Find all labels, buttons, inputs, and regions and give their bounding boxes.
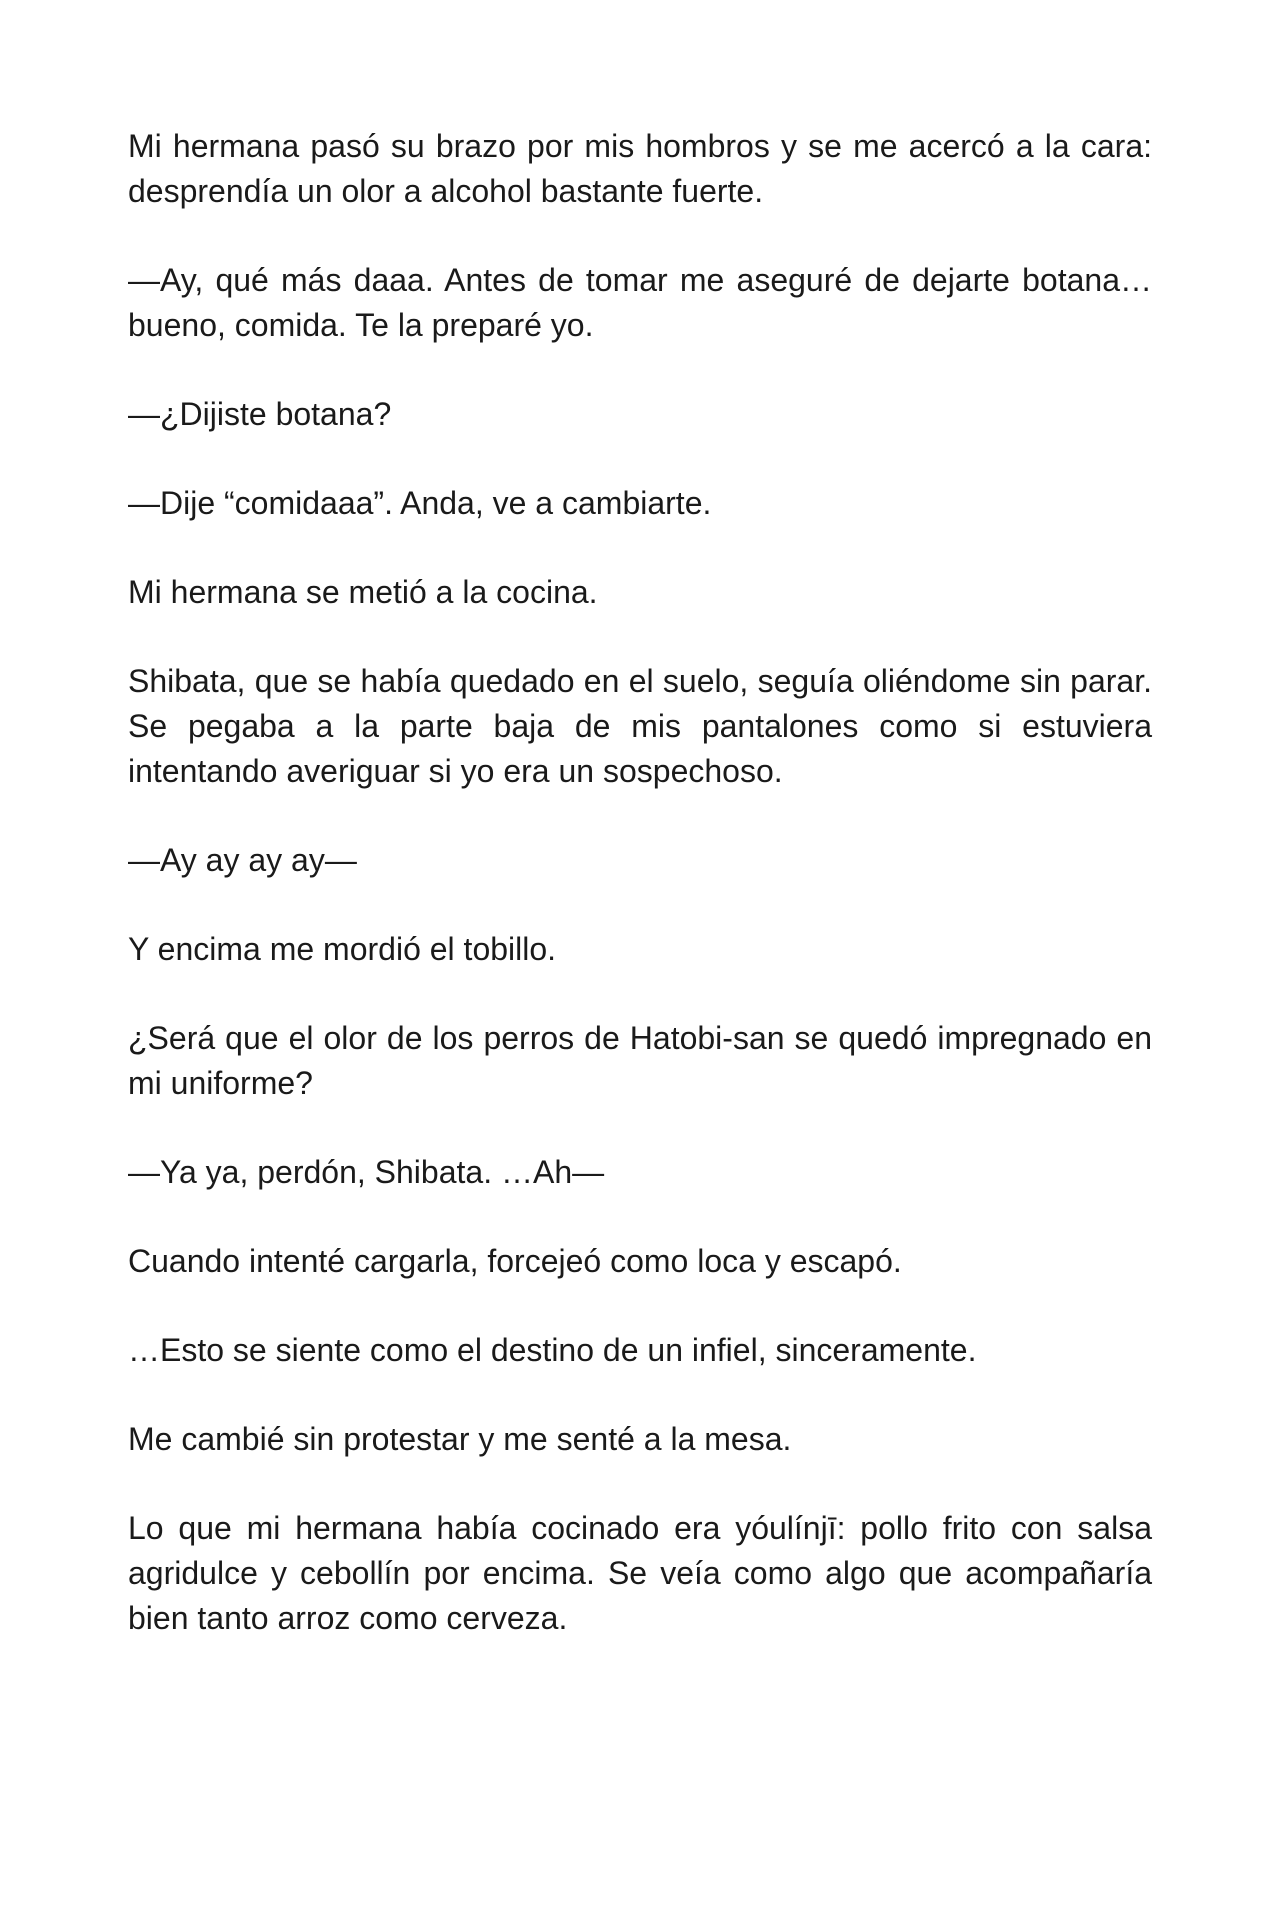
paragraph: Lo que mi hermana había cocinado era yóulínjī: pollo frito con salsa agridulce y cebollín por encima. Se veía como algo que acompañaría bien tanto arroz como cerveza.	[128, 1510, 1152, 1636]
paragraph: ¿Será que el olor de los perros de Hatobi-san se quedó impregnado en mi uniforme?	[128, 1020, 1152, 1101]
paragraph: —Dije “comidaaa”. Anda, ve a cambiarte.	[128, 485, 712, 521]
paragraph: —Ay, qué más daaa. Antes de tomar me aseguré de dejarte botana… bueno, comida. Te la preparé yo.	[128, 262, 1152, 343]
paragraph: Shibata, que se había quedado en el suelo, seguía oliéndome sin parar. Se pegaba a la parte baja de mis pantalones como si estuviera intentando averiguar si yo era un sospechoso.	[128, 663, 1152, 789]
document-page	[128, 124, 1152, 1685]
paragraph: Cuando intenté cargarla, forcejeó como loca y escapó.	[128, 1243, 902, 1279]
paragraph: …Esto se siente como el destino de un infiel, sinceramente.	[128, 1332, 977, 1368]
paragraph: Mi hermana se metió a la cocina.	[128, 574, 598, 610]
paragraph: Mi hermana pasó su brazo por mis hombros y se me acercó a la cara: desprendía un olor a alcohol bastante fuerte.	[128, 128, 1152, 209]
paragraph: Me cambié sin protestar y me senté a la mesa.	[128, 1421, 792, 1457]
paragraph: Y encima me mordió el tobillo.	[128, 931, 557, 967]
paragraph: —¿Dijiste botana?	[128, 396, 392, 432]
paragraph: —Ay ay ay ay—	[128, 842, 357, 878]
paragraph: —Ya ya, perdón, Shibata. …Ah—	[128, 1154, 605, 1190]
